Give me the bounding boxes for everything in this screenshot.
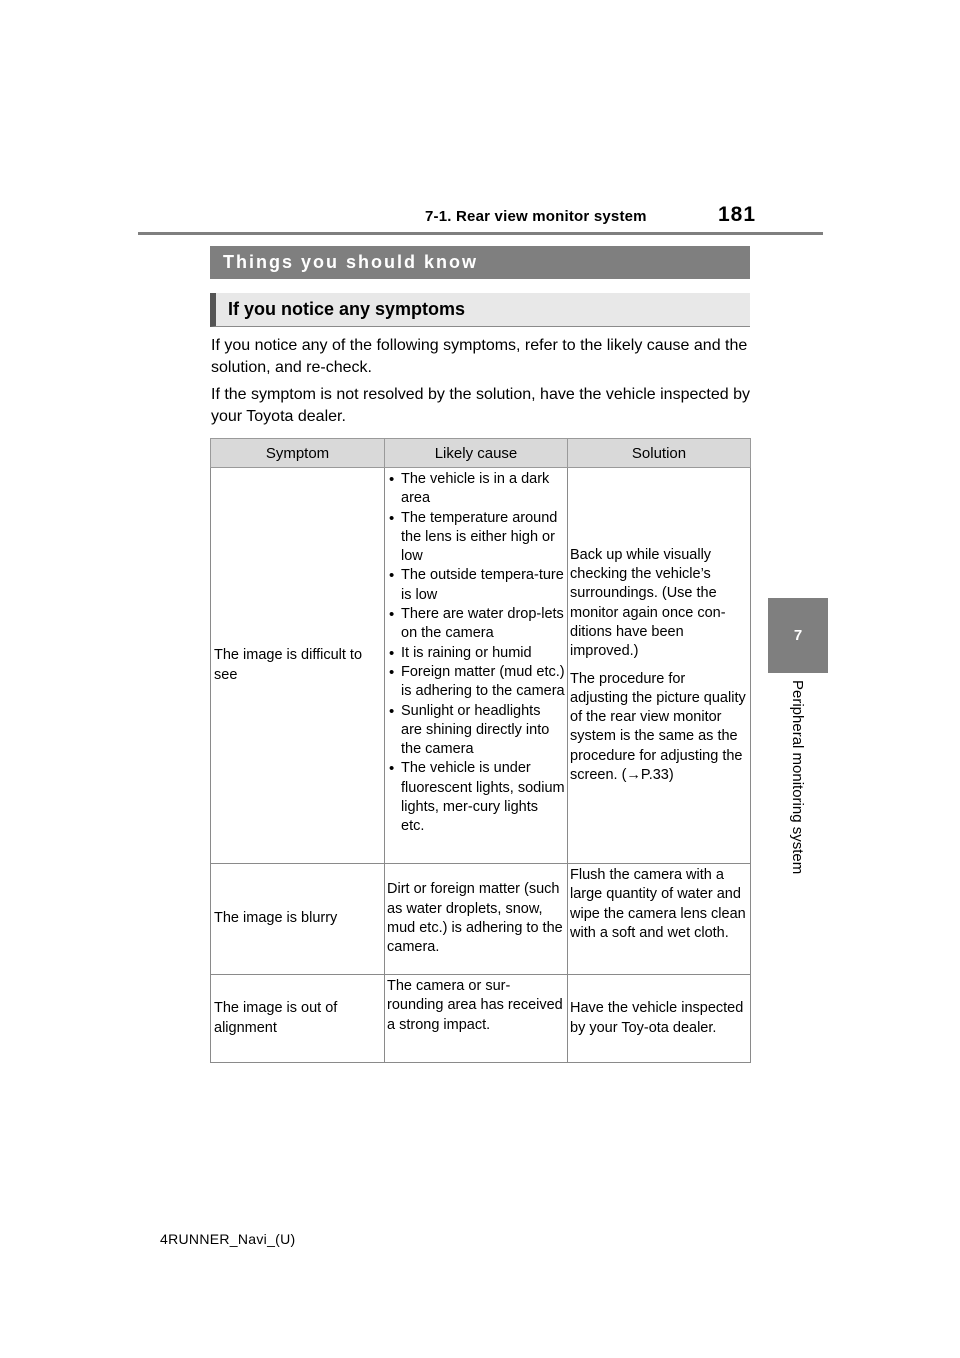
solution-cell [568,468,751,864]
symptom-cell: The image is difficult to see [211,468,385,864]
cause-cell [385,468,568,864]
cause-item: • The vehicle is in a dark area [387,470,565,509]
table-row [211,468,751,864]
header-solution: Solution [568,439,751,468]
header-rule [138,232,823,235]
cause-item: • Sunlight or headlights are shining directly into the camera [387,702,565,760]
cause-item: • Foreign matter (mud etc.) is adhering to the camera [387,663,565,702]
page-number: 181 [718,203,757,226]
chapter-side-label: Peripheral monitoring system [789,680,806,875]
cause-cell: The camera or sur-rounding area has received a strong impact. [385,975,568,1063]
header-symptom: Symptom [211,439,385,468]
table-row [211,975,751,1063]
solution-cell: Have the vehicle inspected by your Toy-ota dealer. [568,975,751,1063]
solution-text: The procedure for adjusting the picture quality of the rear view monitor system is the same as the procedure for adjusting the screen. (→P.33) [570,670,746,783]
cause-item: • It is raining or humid [387,644,565,663]
symptom-cell: The image is blurry [211,864,385,975]
intro-paragraph: If you notice any of the following symptoms, refer to the likely cause and the solution, and re-check. [211,337,748,376]
header-likely-cause: Likely cause [385,439,568,468]
table-header-row [211,439,751,468]
footer-doc-id: 4RUNNER_Navi_(U) [160,1231,296,1247]
cause-item: • There are water drop-lets on the camera [387,605,565,644]
symptom-cell: The image is out of alignment [211,975,385,1063]
sub-heading: If you notice any symptoms [210,293,750,327]
solution-text: Back up while visually checking the vehicle’s surroundings. (Use the monitor again once con-ditions have been improved.) [570,546,726,660]
cause-item: • The temperature around the lens is either high or low [387,509,565,567]
symptom-table [210,438,751,1063]
cause-cell: Dirt or foreign matter (such as water droplets, snow, mud etc.) is adhering to the camera. [385,864,568,975]
cause-list [387,470,565,837]
solution-cell: Flush the camera with a large quantity of water and wipe the camera lens clean with a soft and wet cloth. [568,864,751,975]
running-header-title: 7-1. Rear view monitor system [425,208,647,225]
chapter-tab: 7 [768,598,828,673]
cause-item: • The outside tempera-ture is low [387,566,565,605]
intro-paragraph: If the symptom is not resolved by the solution, have the vehicle inspected by your Toyota dealer. [211,386,750,425]
table-row [211,864,751,975]
section-heading: Things you should know [210,246,750,279]
cause-item: • The vehicle is under fluorescent lights, sodium lights, mer-cury lights etc. [387,759,565,836]
